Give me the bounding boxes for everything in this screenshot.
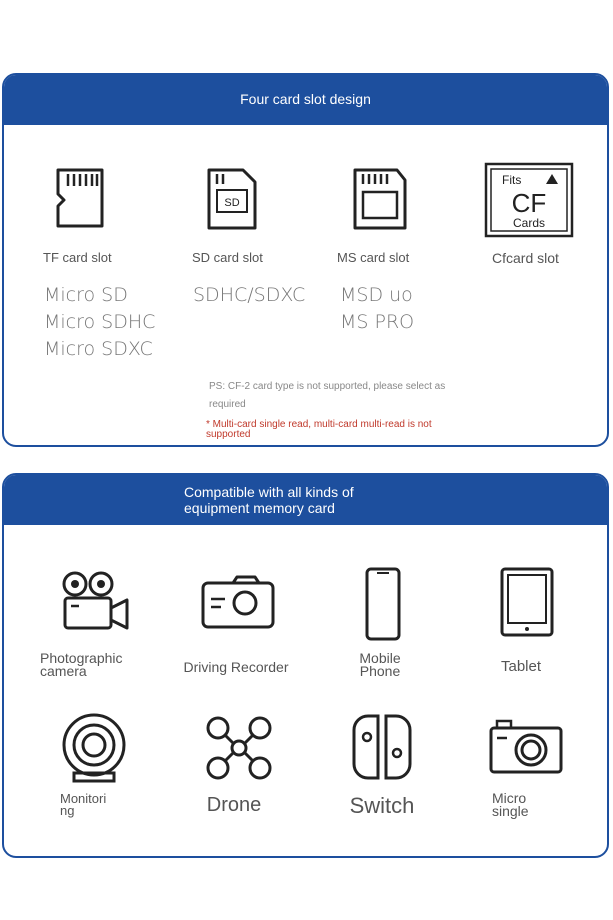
drone-icon — [205, 715, 273, 781]
micro-single-label: Micro single — [492, 790, 529, 819]
support-note-line1: PS: CF-2 card type is not supported, please select as — [209, 381, 446, 392]
ms-slot-label: MS card slot — [337, 250, 410, 265]
tablet-icon — [500, 567, 554, 637]
tf-type-2: Micro SDHC — [44, 311, 156, 333]
ms-card-types — [340, 282, 414, 336]
cf-slot-label: Cfcard slot — [492, 250, 559, 266]
game-console-icon — [350, 713, 414, 781]
cf-card-icon — [484, 162, 574, 238]
monitoring-label: Monitori ng — [60, 791, 107, 818]
ms-type-2: MS PRO — [340, 311, 415, 333]
sd-slot-label: SD card slot — [192, 250, 263, 265]
cf-big-text: CF — [511, 188, 547, 218]
video-camera-icon — [59, 570, 131, 634]
ms-card-icon — [353, 168, 407, 230]
tf-slot-label: TF card slot — [43, 250, 112, 265]
cf-fits-text: Fits — [502, 173, 522, 187]
sd-icon-text: SD — [224, 197, 240, 209]
compatible-devices-title — [4, 475, 607, 525]
read-warning-line2: supported — [206, 429, 251, 440]
mobile-phone-label: Mobile Phone — [359, 650, 401, 679]
sd-type-1: SDHC/SDXC — [193, 284, 306, 306]
ms-type-1: MSD uo — [340, 284, 413, 306]
cf-cards-text: Cards — [512, 216, 546, 230]
driving-recorder-label: Driving Recorder — [183, 659, 289, 675]
tf-card-types — [44, 282, 155, 363]
sd-card-types — [193, 282, 305, 309]
drone-label: Drone — [206, 794, 262, 816]
compatible-devices-panel — [2, 473, 609, 858]
dashcam-icon — [201, 575, 275, 629]
photographic-camera-label: Photographic camera — [40, 650, 123, 679]
webcam-icon — [60, 713, 128, 783]
camera-icon — [489, 718, 563, 776]
sd-card-icon — [207, 168, 257, 230]
tf-type-3: Micro SDXC — [44, 338, 153, 360]
switch-label: Switch — [349, 793, 415, 818]
tf-type-1: Micro SD — [44, 284, 128, 306]
tablet-label: Tablet — [500, 658, 542, 675]
read-warning-line1: * Multi-card single read, multi-card multi-read is not — [206, 419, 432, 430]
mobile-phone-icon — [365, 567, 401, 641]
card-slot-panel-title: Four card slot design — [4, 75, 607, 125]
read-warning — [206, 420, 432, 440]
support-note-line2: required — [209, 399, 246, 410]
compatible-title-line1: Compatible with all kinds of — [184, 484, 354, 500]
compatible-title-line2: equipment memory card — [184, 500, 335, 516]
microsd-card-icon — [54, 168, 106, 230]
support-note — [209, 378, 445, 414]
card-slot-panel — [2, 73, 609, 447]
